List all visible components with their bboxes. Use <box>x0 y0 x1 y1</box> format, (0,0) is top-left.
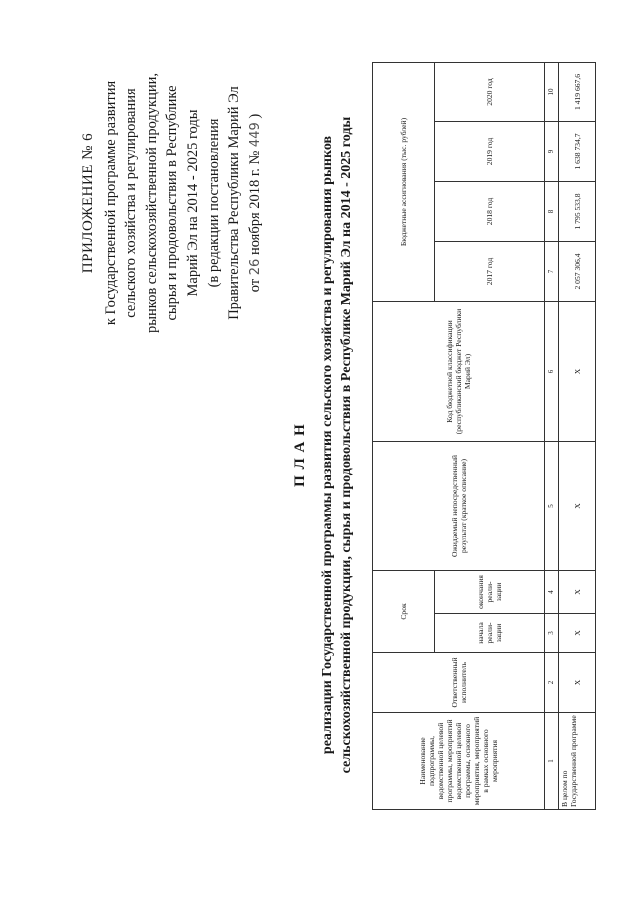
appendix-line: Марий Эл на 2014 - 2025 годы <box>184 109 201 297</box>
appendix-line: Правительства Республики Марий Эл <box>226 86 243 320</box>
appendix-line: рынков сельскохозяйственной продукции, <box>143 73 160 333</box>
column-number-row <box>545 62 559 809</box>
date-prefix: от <box>246 278 263 293</box>
header-year: 2020 год <box>435 62 545 121</box>
header-year: 2018 год <box>435 181 545 241</box>
header-term-end: окончания реали-зации <box>435 570 545 613</box>
appendix-line: сырья и продовольствия в Республике <box>164 85 181 321</box>
column-number: 10 <box>545 62 559 121</box>
header-result: Ожидаемый непосредственный результат (краткое описание) <box>373 441 545 570</box>
row-amount: 1 795 533,8 <box>559 181 596 241</box>
appendix-header <box>78 23 266 383</box>
header-term-start: начала реали-зации <box>435 614 545 653</box>
header-budget-code: Код бюджетной классификации (республиканский бюджет Республики Марий Эл) <box>373 301 545 441</box>
row-budget-code: X <box>559 301 596 441</box>
row-amount: 2 057 306,4 <box>559 241 596 301</box>
row-amount: 1 638 734,7 <box>559 121 596 181</box>
row-term-end: X <box>559 570 596 613</box>
row-amount: 1 419 667,6 <box>559 62 596 121</box>
column-number: 9 <box>545 121 559 181</box>
column-number: 7 <box>545 241 559 301</box>
header-executor: Ответственный исполнитель <box>373 653 545 713</box>
appendix-line: к Государственной программе развития <box>102 80 119 326</box>
column-number: 4 <box>545 570 559 613</box>
column-number: 1 <box>545 713 559 810</box>
appendix-date-line <box>245 23 267 383</box>
header-budget: Бюджетные ассигнования (тыс. рублей) <box>373 62 435 301</box>
document-number: 449 <box>247 122 263 148</box>
plan-subtitle-line: сельскохозяйственной продукции, сырья и продовольствия в Республике Марий Эл на 2014 - 2025 годы <box>339 116 354 774</box>
row-name: В целом по Государственной программе <box>559 713 596 810</box>
date-close: ) <box>246 113 263 119</box>
appendix-line: (в редакции постановления <box>205 118 222 288</box>
header-year: 2017 год <box>435 241 545 301</box>
column-number: 3 <box>545 614 559 653</box>
appendix-line: сельского хозяйства и регулирования <box>123 88 140 318</box>
header-year: 2019 год <box>435 121 545 181</box>
appendix-title: ПРИЛОЖЕНИЕ № 6 <box>80 132 96 274</box>
column-number: 5 <box>545 441 559 570</box>
column-number: 6 <box>545 301 559 441</box>
row-executor: X <box>559 653 596 713</box>
row-result: X <box>559 441 596 570</box>
column-number: 2 <box>545 653 559 713</box>
plan-table <box>372 62 596 810</box>
header-name: Наименование подпрограммы, ведомственной целевой программы, мероприятий ведомственной целевой программы, основного мероприятия, мероприятий в рамках основного мероприятия <box>373 713 545 810</box>
plan-title: П Л А Н <box>292 423 308 487</box>
column-number: 8 <box>545 181 559 241</box>
header-term: Срок <box>373 570 435 652</box>
plan-subtitle-line: реализации Государственной программы развития сельского хозяйства и регулирования рынков <box>320 135 335 755</box>
table-row <box>559 62 596 809</box>
row-term-start: X <box>559 614 596 653</box>
date-rest: ноября 2018 г. № <box>246 150 263 256</box>
plan-subtitle <box>318 65 356 825</box>
date-day: 26 <box>247 258 263 276</box>
